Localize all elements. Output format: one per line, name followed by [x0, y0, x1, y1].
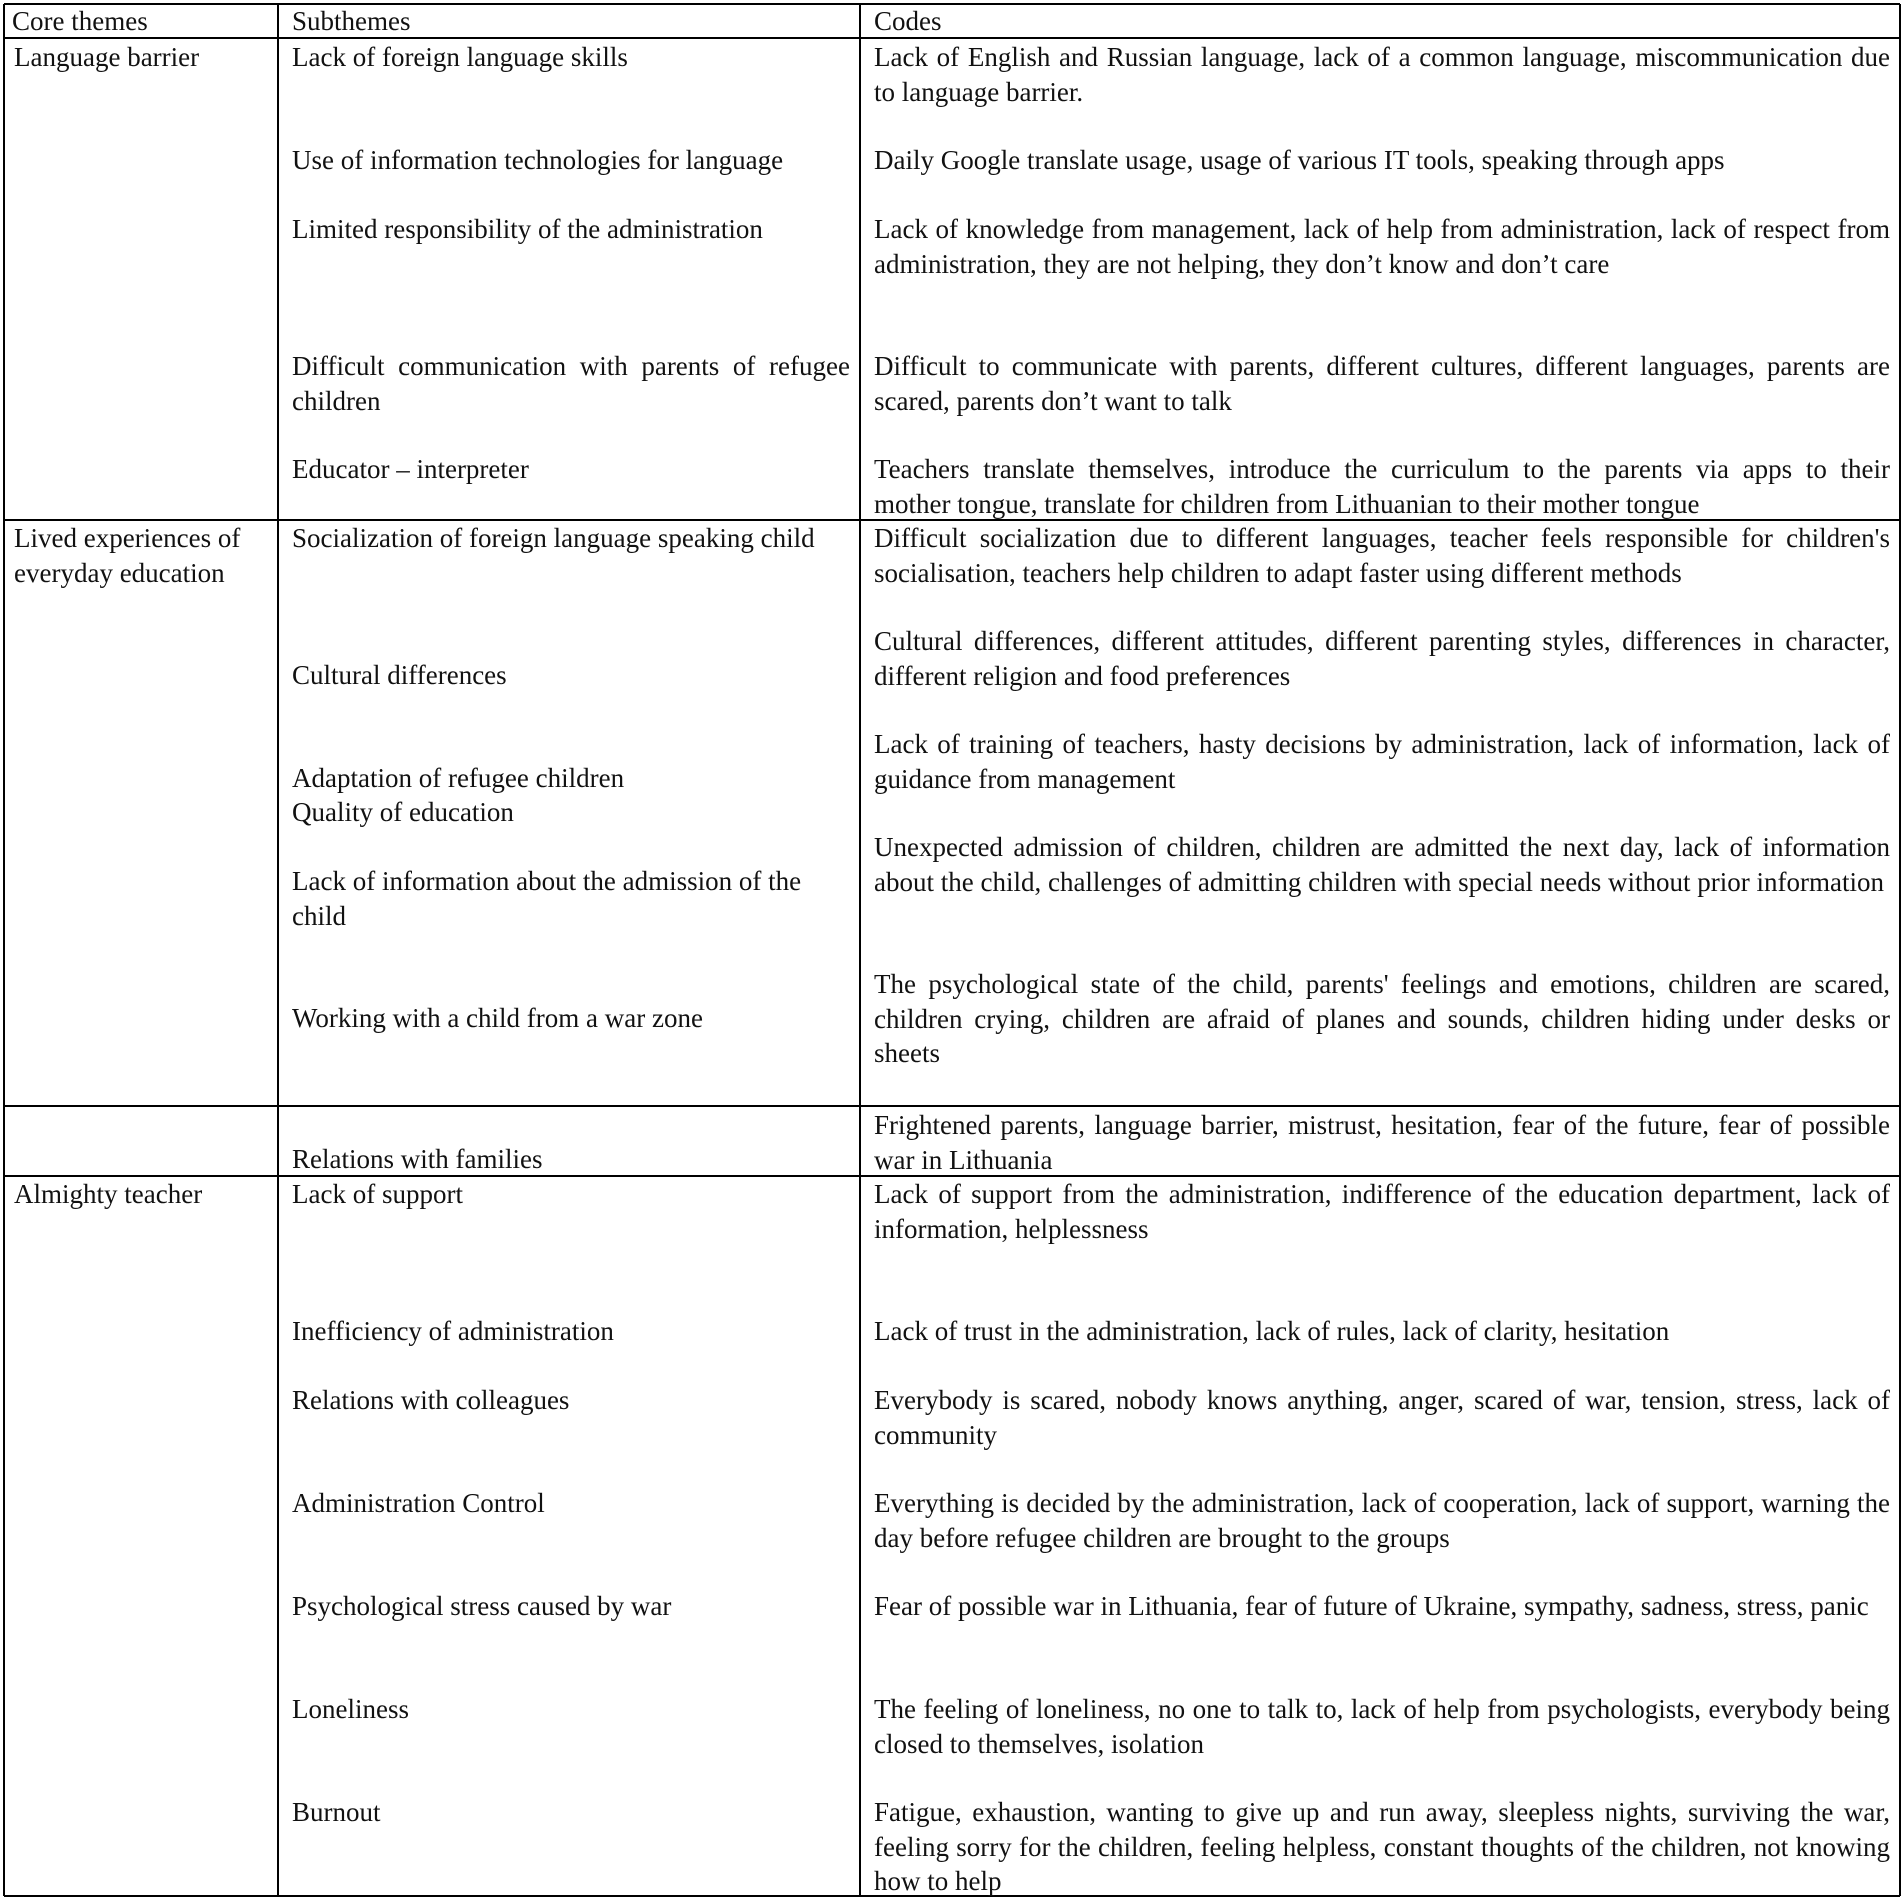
codes: Daily Google translate usage, usage of various IT tools, speaking through apps: [874, 145, 1725, 175]
codes: Lack of trust in the administration, lack of rules, lack of clarity, hesitation: [874, 1316, 1670, 1346]
codes: Everybody is scared, nobody knows anything, anger, scared of war, tension, stress, lack of community: [874, 1385, 1890, 1450]
codes: The feeling of loneliness, no one to talk to, lack of help from psychologists, everybody being closed to themselves, isolation: [874, 1694, 1890, 1759]
codes: Difficult socialization due to different languages, teacher feels responsible for children's socialisation, teachers help children to adapt faster using different methods: [874, 523, 1890, 588]
subtheme: Socialization of foreign language speaking child: [292, 523, 815, 553]
subtheme: Administration Control: [292, 1488, 545, 1518]
codes: Fear of possible war in Lithuania, fear of future of Ukraine, sympathy, sadness, stress, panic: [874, 1591, 1869, 1621]
core-theme-almighty-teacher: Almighty teacher: [14, 1179, 203, 1209]
subtheme: Lack of foreign language skills: [292, 42, 628, 72]
subtheme: Educator – interpreter: [292, 454, 529, 484]
header-subthemes: Subthemes: [292, 6, 411, 36]
subtheme: Psychological stress caused by war: [292, 1591, 672, 1621]
codes: Everything is decided by the administration, lack of cooperation, lack of support, warning the day before refugee children are brought to the groups: [874, 1488, 1890, 1553]
codes: Lack of training of teachers, hasty decisions by administration, lack of information, lack of guidance from management: [874, 729, 1890, 794]
subtheme: Burnout: [292, 1797, 381, 1827]
core-theme-lived-experiences: Lived experiences of everyday education: [14, 523, 241, 588]
subtheme: Difficult communication with parents of refugee children: [292, 351, 850, 416]
subtheme: Loneliness: [292, 1694, 409, 1724]
subtheme: Relations with families: [292, 1144, 543, 1174]
codes: Difficult to communicate with parents, different cultures, different languages, parents are scared, parents don’t want to talk: [874, 351, 1890, 416]
subtheme: Lack of support: [292, 1179, 463, 1209]
subtheme: Working with a child from a war zone: [292, 1003, 703, 1033]
subtheme: Quality of education: [292, 797, 514, 827]
codes: Lack of support from the administration, indifference of the education department, lack of information, helplessness: [874, 1179, 1890, 1244]
header-core-themes: Core themes: [12, 6, 148, 36]
codes: Frightened parents, language barrier, mistrust, hesitation, fear of the future, fear of possible war in Lithuania: [874, 1110, 1890, 1175]
subtheme: Relations with colleagues: [292, 1385, 570, 1415]
codes: Teachers translate themselves, introduce the curriculum to the parents via apps to their mother tongue, translate for children from Lithuanian to their mother tongue: [874, 454, 1890, 519]
codes: Lack of English and Russian language, lack of a common language, miscommunication due to language barrier.: [874, 42, 1890, 107]
codes: Cultural differences, different attitudes, different parenting styles, differences in character, different religion and food preferences: [874, 626, 1890, 691]
subtheme: Use of information technologies for language: [292, 145, 784, 175]
header-codes: Codes: [874, 6, 942, 36]
codes: Unexpected admission of children, children are admitted the next day, lack of information about the child, challenges of admitting children with special needs without prior information: [874, 832, 1890, 897]
subtheme: Cultural differences: [292, 660, 507, 690]
codes: Fatigue, exhaustion, wanting to give up and run away, sleepless nights, surviving the war, feeling sorry for the children, feeling helpless, constant thoughts of the children, not knowing how to help: [874, 1797, 1890, 1896]
subtheme: Inefficiency of administration: [292, 1316, 614, 1346]
subtheme: Adaptation of refugee children: [292, 763, 625, 793]
subtheme: Limited responsibility of the administration: [292, 214, 763, 244]
core-theme-language-barrier: Language barrier: [14, 42, 200, 72]
codes: The psychological state of the child, parents' feelings and emotions, children are scared, children crying, children are afraid of planes and sounds, children hiding under desks or sheets: [874, 969, 1890, 1068]
subtheme: Lack of information about the admission of the child: [292, 866, 802, 931]
codes: Lack of knowledge from management, lack of help from administration, lack of respect from administration, they are not helping, they don’t know and don’t care: [874, 214, 1890, 279]
